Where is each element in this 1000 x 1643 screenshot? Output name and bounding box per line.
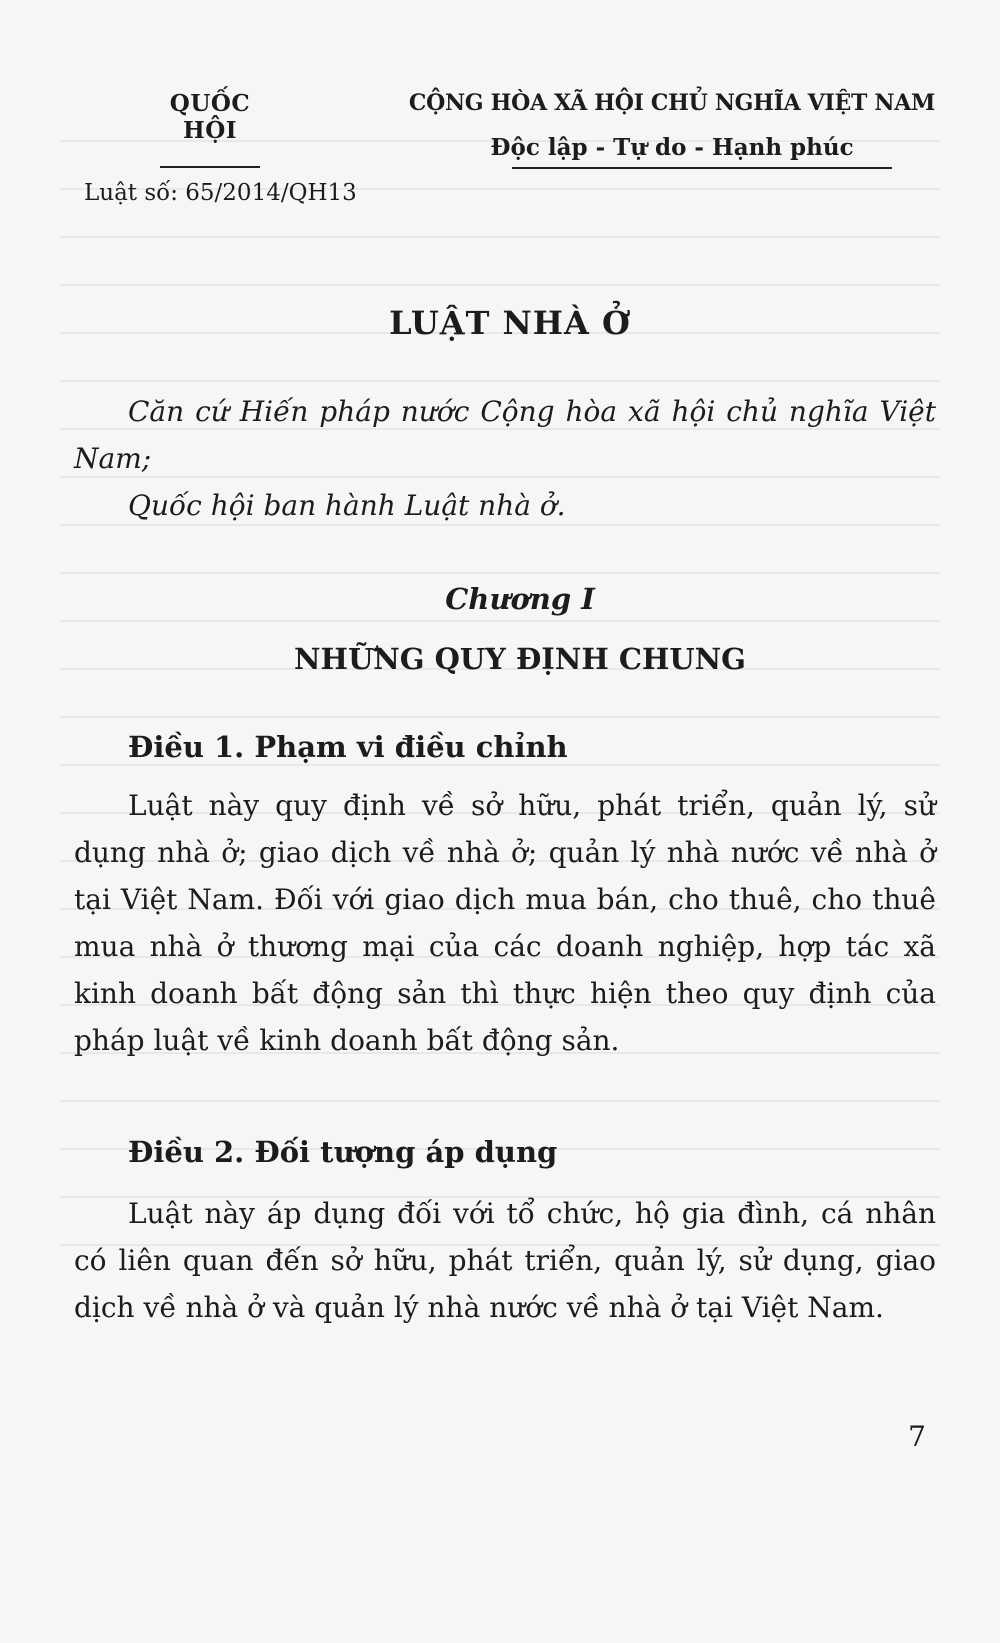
article-2-body <box>74 1190 936 1331</box>
national-motto: Độc lập - Tự do - Hạnh phúc <box>490 134 854 161</box>
preamble <box>74 388 936 529</box>
preamble-line-1: Căn cứ Hiến pháp nước Cộng hòa xã hội chủ nghĩa Việt Nam; <box>74 395 936 475</box>
law-title: LUẬT NHÀ Ở <box>389 304 631 342</box>
national-heading <box>402 90 942 169</box>
issuer-underline <box>160 166 260 168</box>
article-2-heading: Điều 2. Đối tượng áp dụng <box>128 1135 558 1169</box>
page-number: 7 <box>908 1420 926 1453</box>
issuer-name: QUỐC HỘI <box>169 90 251 144</box>
chapter-label: Chương I <box>445 582 595 616</box>
nation-name: CỘNG HÒA XÃ HỘI CHỦ NGHĨA VIỆT NAM <box>408 90 936 116</box>
article-1-body <box>74 782 936 1064</box>
issuer-block <box>155 90 265 168</box>
chapter-title: NHỮNG QUY ĐỊNH CHUNG <box>294 642 746 676</box>
article-2-text: Luật này áp dụng đối với tổ chức, hộ gia đình, cá nhân có liên quan đến sở hữu, phát triển, quản lý, sử dụng, giao dịch về nhà ở và quản lý nhà nước về nhà ở tại Việt Nam. <box>74 1197 936 1324</box>
preamble-line-2: Quốc hội ban hành Luật nhà ở. <box>128 489 566 522</box>
article-1-text: Luật này quy định về sở hữu, phát triển, quản lý, sử dụng nhà ở; giao dịch về nhà ở; quản lý nhà nước về nhà ở tại Việt Nam. Đối với giao dịch mua bán, cho thuê, cho thuê mua nhà ở thương mại của các doanh nghiệp, hợp tác xã kinh doanh bất động sản thì thực hiện theo quy định của pháp luật về kinh doanh bất động sản. <box>74 789 936 1057</box>
law-number: Luật số: 65/2014/QH13 <box>84 180 357 206</box>
motto-underline <box>512 167 892 169</box>
article-1-heading: Điều 1. Phạm vi điều chỉnh <box>128 730 568 764</box>
